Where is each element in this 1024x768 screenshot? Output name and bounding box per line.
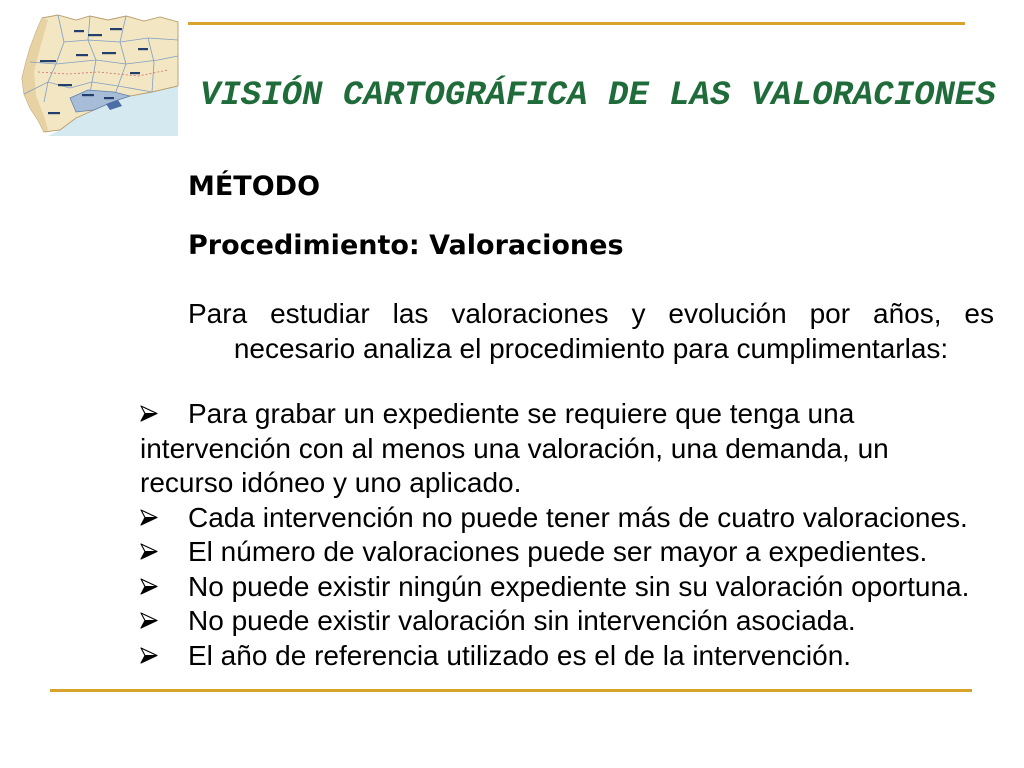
- arrow-bullet-icon: [140, 604, 188, 639]
- list-item: [140, 535, 972, 570]
- list-item: [140, 639, 972, 674]
- arrow-bullet-icon: [140, 501, 188, 536]
- intro-paragraph: Para estudiar las valoraciones y evolución por años, es necesario analiza el procedimiento para cumplimentarlas:: [188, 298, 994, 364]
- list-item-text: Cada intervención no puede tener más de cuatro valoraciones.: [188, 501, 968, 533]
- top-rule: [188, 22, 965, 25]
- section-heading: MÉTODO: [188, 171, 321, 202]
- district-map-image: [18, 12, 180, 136]
- list-item: [140, 570, 972, 605]
- subsection-heading: Procedimiento: Valoraciones: [188, 230, 624, 261]
- bullet-list: [140, 397, 972, 673]
- arrow-bullet-icon: [140, 639, 188, 674]
- list-item-text: Para grabar un expediente se requiere que tenga una intervención con al menos una valoración, una demanda, un recurso idóneo y uno aplicado.: [140, 398, 889, 498]
- list-item: [140, 501, 972, 536]
- list-item-text: El número de valoraciones puede ser mayor a expedientes.: [188, 536, 928, 567]
- district-map-graphic: [18, 12, 180, 136]
- list-item-text: No puede existir ningún expediente sin su valoración oportuna.: [188, 570, 970, 602]
- bottom-rule: [50, 689, 972, 692]
- list-item-text: No puede existir valoración sin intervención asociada.: [188, 605, 856, 636]
- arrow-bullet-icon: [140, 397, 188, 432]
- slide-title: VISIÓN CARTOGRÁFICA DE LAS VALORACIONES: [200, 77, 996, 115]
- list-item: [140, 397, 972, 501]
- list-item-text: El año de referencia utilizado es el de la intervención.: [188, 639, 852, 671]
- list-item: [140, 604, 972, 639]
- arrow-bullet-icon: [140, 570, 188, 605]
- arrow-bullet-icon: [140, 535, 188, 570]
